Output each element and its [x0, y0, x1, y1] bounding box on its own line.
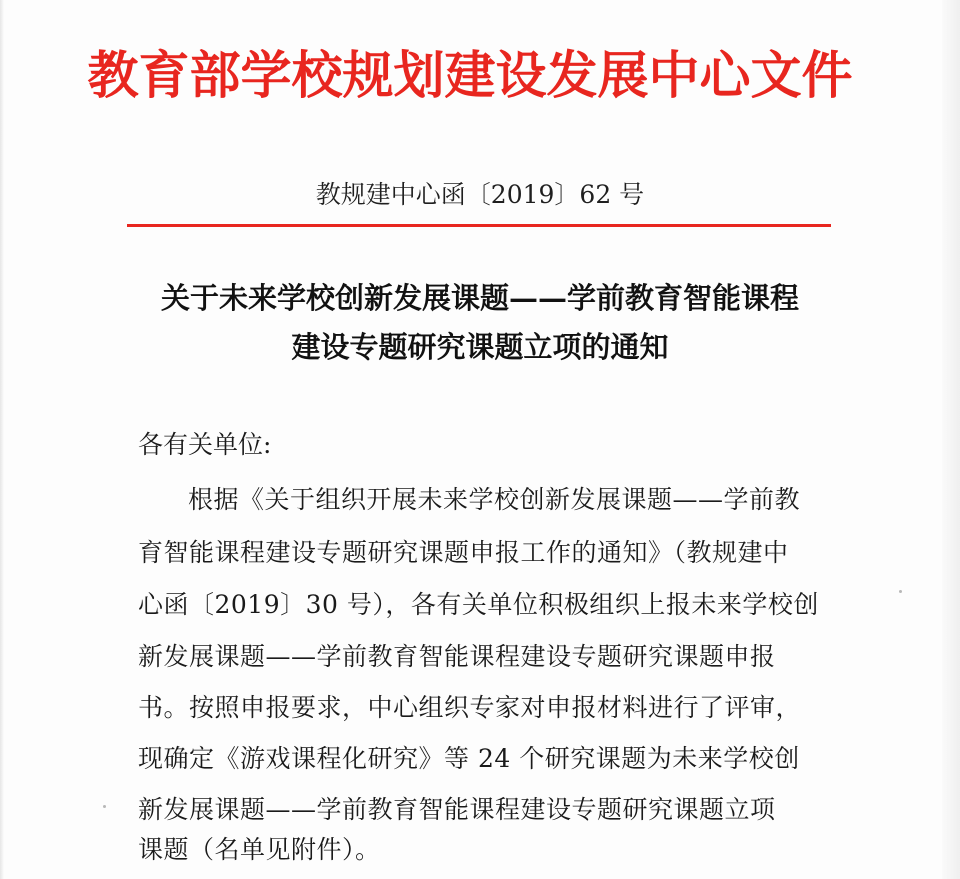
document-number: 教规建中心函〔2019〕62 号 — [315, 180, 645, 209]
red-divider-line — [127, 224, 831, 227]
body-line-4: 新发展课题——学前教育智能课程建设专题研究课题申报 — [138, 642, 776, 671]
notice-title-line-2: 建设专题研究课题立项的通知 — [291, 330, 669, 364]
org-header-title: 教育部学校规划建设发展中心文件 — [87, 46, 853, 106]
paper-speck — [103, 805, 106, 808]
body-line-1: 根据《关于组织开展未来学校创新发展课题——学前教 — [188, 485, 801, 514]
body-line-6: 现确定《游戏课程化研究》等 24 个研究课题为未来学校创 — [138, 744, 800, 773]
page-left-edge — [0, 0, 4, 879]
paper-speck — [899, 590, 902, 593]
body-line-2: 育智能课程建设专题研究课题申报工作的通知》（教规建中 — [138, 538, 789, 567]
body-line-7: 新发展课题——学前教育智能课程建设专题研究课题立项 — [138, 795, 776, 824]
page-right-edge — [942, 0, 960, 879]
notice-title-line-1: 关于未来学校创新发展课题——学前教育智能课程 — [160, 281, 799, 315]
body-line-8: 课题（名单见附件）。 — [138, 835, 381, 864]
salutation: 各有关单位: — [138, 430, 272, 459]
body-line-5: 书。按照申报要求，中心组织专家对申报材料进行了评审， — [138, 693, 802, 722]
body-line-3: 心函〔2019〕30 号），各有关单位积极组织上报未来学校创 — [138, 590, 819, 619]
